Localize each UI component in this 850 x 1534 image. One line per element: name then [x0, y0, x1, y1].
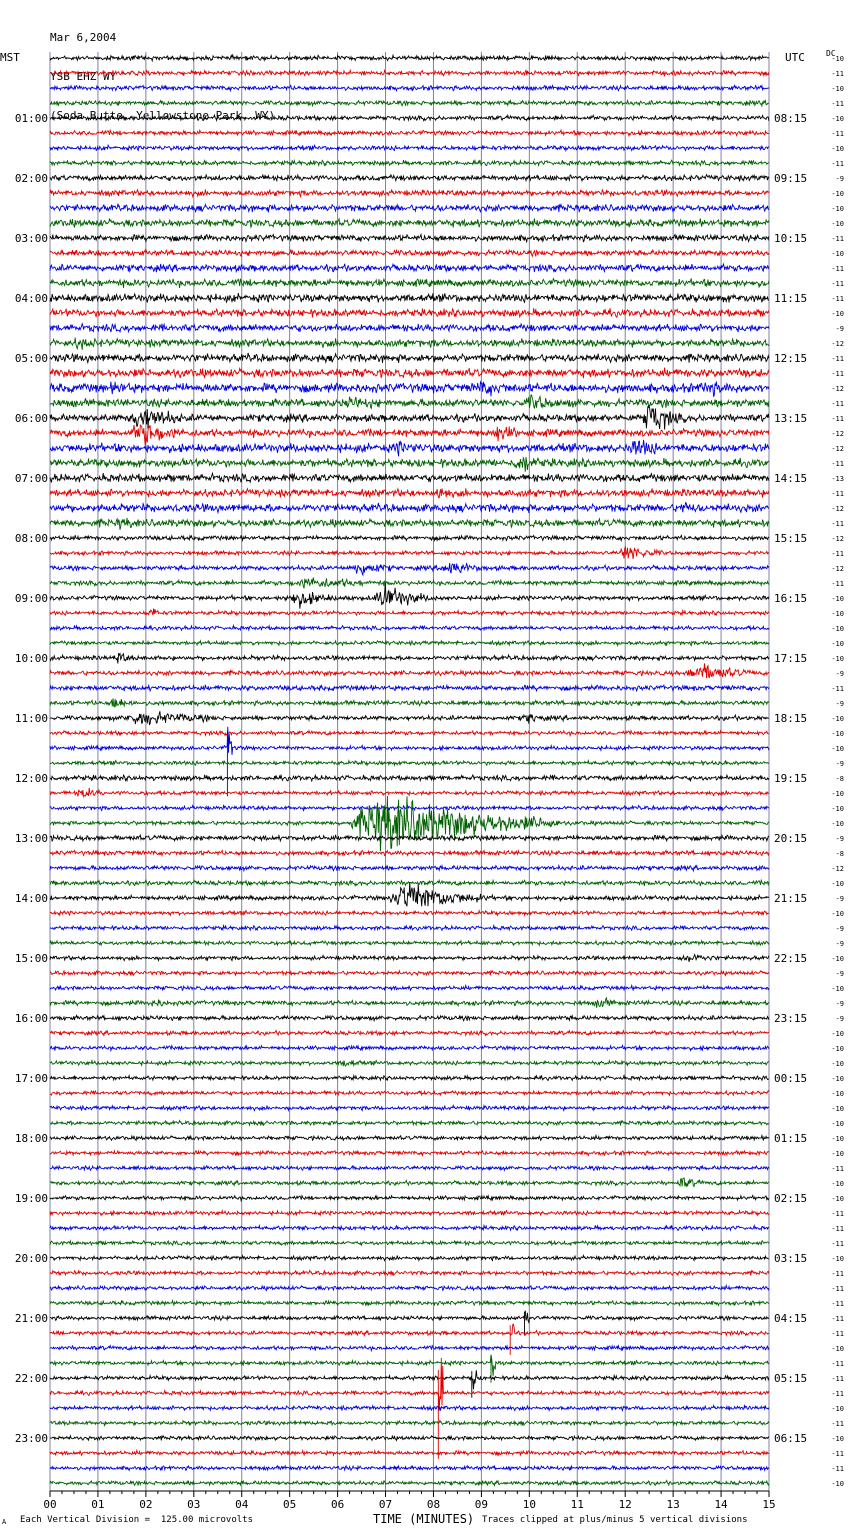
seismic-trace — [50, 698, 769, 706]
seismic-trace — [50, 761, 769, 766]
dc-offset-label: -11 — [831, 235, 844, 243]
dc-offset-label: -11 — [831, 1300, 844, 1308]
seismic-trace — [50, 1286, 769, 1291]
seismic-trace — [50, 775, 769, 781]
header-location: (Soda Butte, Yellowstone Park, WY) — [50, 109, 276, 122]
x-tick-label: 15 — [762, 1498, 776, 1511]
x-tick-label: 01 — [91, 1498, 105, 1511]
seismic-trace — [50, 1324, 769, 1355]
seismic-trace — [50, 1136, 769, 1141]
seismic-trace — [50, 788, 769, 797]
dc-offset-label: -12 — [831, 535, 844, 543]
utc-hour-label: 22:15 — [774, 952, 808, 965]
scale-note: Each Vertical Division = 125.00 microvolts — [20, 1515, 253, 1525]
x-tick-label: 08 — [426, 1498, 441, 1511]
seismic-trace — [50, 1178, 769, 1186]
seismic-trace — [50, 641, 769, 646]
dc-offset-label: -10 — [831, 1180, 844, 1188]
dc-offset-label: -11 — [831, 100, 844, 108]
x-tick-label: 00 — [43, 1498, 57, 1511]
mst-hour-label: 22:00 — [14, 1372, 48, 1385]
seismic-trace — [50, 796, 769, 851]
mst-hour-label: 23:00 — [14, 1432, 48, 1445]
dc-offset-label: -10 — [831, 1480, 844, 1488]
dc-offset-label: -10 — [831, 625, 844, 633]
x-tick-label: 04 — [235, 1498, 249, 1511]
dc-offset-label: -9 — [835, 940, 844, 948]
dc-offset-label: -11 — [831, 520, 844, 528]
seismic-trace — [50, 609, 769, 616]
left-timezone-label: MST — [0, 51, 20, 64]
dc-offset-label: -10 — [831, 640, 844, 648]
dc-offset-label: -9 — [835, 670, 844, 678]
dc-offset-label: -10 — [831, 1060, 844, 1068]
seismic-trace — [50, 850, 769, 855]
dc-offset-label: -11 — [831, 1465, 844, 1473]
dc-offset-label: -12 — [831, 430, 844, 438]
dc-offset-label: -11 — [831, 265, 844, 273]
seismic-trace — [50, 324, 769, 333]
dc-offset-label: -10 — [831, 910, 844, 918]
dc-offset-label: -12 — [831, 865, 844, 873]
dc-offset-label: -11 — [831, 1360, 844, 1368]
clip-note: Traces clipped at plus/minus 5 vertical divisions — [482, 1515, 748, 1525]
seismic-trace — [50, 971, 769, 976]
dc-offset-label: -10 — [831, 1045, 844, 1053]
utc-hour-label: 14:15 — [774, 472, 808, 485]
seismic-trace — [50, 1466, 769, 1471]
seismic-trace — [50, 189, 769, 196]
seismic-trace — [50, 1421, 769, 1426]
seismic-trace — [50, 547, 769, 559]
mst-hour-label: 21:00 — [14, 1312, 48, 1325]
dc-offset-label: -11 — [831, 400, 844, 408]
dc-offset-label: -11 — [831, 1420, 844, 1428]
utc-hour-label: 17:15 — [774, 652, 808, 665]
x-tick-label: 10 — [522, 1498, 536, 1511]
seismic-trace — [50, 653, 769, 663]
dc-offset-label: -10 — [831, 205, 844, 213]
dc-offset-label: -10 — [831, 880, 844, 888]
seismic-trace — [50, 381, 769, 396]
seismic-trace — [50, 218, 769, 227]
dc-offset-label: -9 — [835, 700, 844, 708]
seismic-trace — [50, 130, 769, 136]
seismic-trace — [50, 353, 769, 363]
dc-offset-label: -10 — [831, 1405, 844, 1413]
x-tick-label: 07 — [378, 1498, 393, 1511]
seismic-trace — [50, 663, 769, 678]
dc-offset-label: -10 — [831, 55, 844, 63]
mst-hour-label: 01:00 — [14, 112, 48, 125]
seismic-trace — [50, 578, 769, 589]
dc-offset-label: -10 — [831, 190, 844, 198]
seismic-trace — [50, 1091, 769, 1096]
mst-hour-label: 13:00 — [14, 832, 48, 845]
dc-offset-label: -10 — [831, 1435, 844, 1443]
x-tick-label: 02 — [139, 1498, 153, 1511]
dc-offset-label: -9 — [835, 925, 844, 933]
seismic-trace — [50, 925, 769, 930]
dc-offset-label: -9 — [835, 1000, 844, 1008]
dc-offset-label: -12 — [831, 340, 844, 348]
seismic-trace — [50, 998, 769, 1008]
dc-offset-label: -10 — [831, 805, 844, 813]
mst-hour-label: 11:00 — [14, 712, 48, 725]
x-tick-label: 14 — [714, 1498, 728, 1511]
seismic-trace — [50, 583, 769, 609]
dc-offset-label: -11 — [831, 550, 844, 558]
seismic-trace — [50, 1256, 769, 1261]
dc-offset-label: -10 — [831, 715, 844, 723]
dc-offset-label: -10 — [831, 1135, 844, 1143]
mst-hour-label: 14:00 — [14, 892, 48, 905]
dc-offset-label: -11 — [831, 460, 844, 468]
dc-offset-label: -8 — [835, 775, 844, 783]
seismic-trace — [50, 1451, 769, 1456]
seismic-trace — [50, 955, 769, 962]
seismic-trace — [50, 293, 769, 302]
seismic-trace — [50, 911, 769, 916]
header-station: YSB EHZ WY — [50, 70, 117, 83]
seismic-trace — [50, 503, 769, 513]
seismic-trace — [50, 1481, 769, 1486]
mst-hour-label: 09:00 — [14, 592, 48, 605]
seismic-trace — [50, 731, 769, 736]
dc-offset-label: -11 — [831, 1315, 844, 1323]
seismic-trace — [50, 1031, 769, 1036]
seismic-trace — [50, 941, 769, 946]
seismic-trace — [50, 70, 769, 75]
mst-hour-label: 05:00 — [14, 352, 48, 365]
seismic-trace — [50, 1151, 769, 1156]
mst-hour-label: 07:00 — [14, 472, 48, 485]
dc-offset-label: -9 — [835, 1015, 844, 1023]
utc-hour-label: 03:15 — [774, 1252, 808, 1265]
dc-offset-label: -12 — [831, 445, 844, 453]
dc-offset-label: -11 — [831, 580, 844, 588]
dc-label: DC — [826, 49, 836, 58]
x-tick-label: 06 — [330, 1498, 345, 1511]
dc-offset-label: -10 — [831, 250, 844, 258]
seismic-trace — [50, 865, 769, 871]
seismic-trace — [50, 882, 769, 906]
seismic-trace — [50, 473, 769, 482]
seismic-trace — [50, 406, 769, 430]
utc-hour-label: 00:15 — [774, 1072, 808, 1085]
seismic-trace — [50, 1241, 769, 1246]
seismic-trace — [50, 1346, 769, 1351]
dc-offset-label: -10 — [831, 310, 844, 318]
dc-offset-label: -11 — [831, 415, 844, 423]
utc-hour-label: 08:15 — [774, 112, 808, 125]
utc-hour-label: 23:15 — [774, 1012, 808, 1025]
x-axis-label: TIME (MINUTES) — [373, 1512, 475, 1526]
mst-hour-label: 03:00 — [14, 232, 48, 245]
mst-hour-label: 02:00 — [14, 172, 48, 185]
seismic-trace — [50, 1211, 769, 1216]
dc-offset-label: -11 — [831, 295, 844, 303]
mst-hour-label: 20:00 — [14, 1252, 48, 1265]
dc-offset-label: -11 — [831, 1450, 844, 1458]
seismic-trace — [50, 1406, 769, 1411]
dc-offset-label: -10 — [831, 1105, 844, 1113]
mst-hour-label: 16:00 — [14, 1012, 48, 1025]
dc-offset-label: -11 — [831, 1210, 844, 1218]
seismic-trace — [50, 1016, 769, 1021]
dc-offset-label: -12 — [831, 565, 844, 573]
dc-offset-label: -10 — [831, 985, 844, 993]
dc-offset-label: -9 — [835, 970, 844, 978]
dc-offset-label: -10 — [831, 955, 844, 963]
dc-offset-label: -9 — [835, 175, 844, 183]
seismic-trace — [50, 250, 769, 257]
seismic-trace — [50, 1106, 769, 1111]
utc-hour-label: 16:15 — [774, 592, 808, 605]
dc-offset-label: -10 — [831, 745, 844, 753]
seismic-trace — [50, 368, 769, 379]
dc-offset-label: -11 — [831, 1390, 844, 1398]
dc-offset-label: -10 — [831, 1120, 844, 1128]
mst-hour-label: 17:00 — [14, 1072, 48, 1085]
utc-hour-label: 02:15 — [774, 1192, 808, 1205]
seismic-trace — [50, 685, 769, 691]
utc-hour-label: 20:15 — [774, 832, 808, 845]
seismic-trace — [50, 204, 769, 213]
x-tick-label: 12 — [618, 1498, 632, 1511]
dc-offset-label: -10 — [831, 820, 844, 828]
dc-offset-label: -9 — [835, 895, 844, 903]
dc-offset-label: -11 — [831, 1240, 844, 1248]
utc-hour-label: 15:15 — [774, 532, 808, 545]
dc-offset-label: -13 — [831, 475, 844, 483]
dc-offset-label: -10 — [831, 115, 844, 123]
seismic-trace — [50, 395, 769, 408]
seismic-trace — [50, 488, 769, 498]
seismic-trace — [50, 440, 769, 456]
seismic-trace — [50, 1196, 769, 1201]
mst-hour-label: 04:00 — [14, 292, 48, 305]
dc-offset-label: -10 — [831, 1345, 844, 1353]
x-tick-label: 11 — [570, 1498, 584, 1511]
seismic-trace — [50, 1046, 769, 1051]
dc-offset-label: -11 — [831, 130, 844, 138]
seismic-trace — [50, 308, 769, 317]
x-tick-label: 13 — [666, 1498, 680, 1511]
mst-hour-label: 10:00 — [14, 652, 48, 665]
dc-offset-label: -11 — [831, 1270, 844, 1278]
mst-hour-label: 12:00 — [14, 772, 48, 785]
utc-hour-label: 11:15 — [774, 292, 808, 305]
x-tick-label: 09 — [474, 1498, 489, 1511]
x-tick-label: 05 — [283, 1498, 297, 1511]
right-timezone-label: UTC — [785, 51, 805, 64]
seismic-trace — [50, 100, 769, 106]
seismic-trace — [50, 457, 769, 472]
seismic-trace — [50, 1436, 769, 1441]
dc-offset-label: -11 — [831, 70, 844, 78]
utc-hour-label: 19:15 — [774, 772, 808, 785]
utc-hour-label: 13:15 — [774, 412, 808, 425]
dc-offset-label: -10 — [831, 595, 844, 603]
dc-offset-label: -11 — [831, 1285, 844, 1293]
dc-offset-label: -10 — [831, 1195, 844, 1203]
mst-hour-label: 08:00 — [14, 532, 48, 545]
seismic-trace — [50, 264, 769, 273]
seismic-trace — [50, 235, 769, 242]
dc-offset-label: -11 — [831, 490, 844, 498]
seismic-trace — [50, 535, 769, 540]
seismic-trace — [50, 1075, 769, 1080]
dc-offset-label: -11 — [831, 355, 844, 363]
dc-offset-label: -10 — [831, 1255, 844, 1263]
corner-mark: A — [2, 1518, 7, 1526]
seismic-trace — [50, 563, 769, 575]
utc-hour-label: 10:15 — [774, 232, 808, 245]
dc-offset-label: -11 — [831, 280, 844, 288]
dc-offset-label: -9 — [835, 760, 844, 768]
seismic-trace — [50, 160, 769, 166]
dc-offset-label: -10 — [831, 1090, 844, 1098]
dc-offset-label: -10 — [831, 85, 844, 93]
dc-offset-label: -10 — [831, 145, 844, 153]
dc-offset-label: -10 — [831, 790, 844, 798]
mst-hour-label: 15:00 — [14, 952, 48, 965]
dc-offset-label: -11 — [831, 160, 844, 168]
dc-offset-label: -12 — [831, 385, 844, 393]
utc-hour-label: 04:15 — [774, 1312, 808, 1325]
seismic-trace — [50, 518, 769, 530]
seismic-trace — [50, 986, 769, 991]
seismic-trace — [50, 55, 769, 61]
seismic-trace — [50, 1301, 769, 1306]
dc-offset-label: -11 — [831, 685, 844, 693]
seismic-trace — [50, 85, 769, 90]
utc-hour-label: 21:15 — [774, 892, 808, 905]
utc-hour-label: 12:15 — [774, 352, 808, 365]
seismic-trace — [50, 145, 769, 150]
mst-hour-label: 19:00 — [14, 1192, 48, 1205]
mst-hour-label: 06:00 — [14, 412, 48, 425]
dc-offset-label: -8 — [835, 850, 844, 858]
dc-offset-label: -10 — [831, 1030, 844, 1038]
x-tick-label: 03 — [187, 1498, 201, 1511]
dc-offset-label: -10 — [831, 655, 844, 663]
seismic-trace — [50, 806, 769, 811]
seismic-trace — [50, 338, 769, 350]
dc-offset-label: -10 — [831, 730, 844, 738]
seismic-trace — [50, 1166, 769, 1171]
dc-offset-label: -11 — [831, 370, 844, 378]
dc-offset-label: -10 — [831, 1075, 844, 1083]
seismic-trace — [50, 175, 769, 182]
utc-hour-label: 09:15 — [774, 172, 808, 185]
dc-offset-label: -10 — [831, 1150, 844, 1158]
seismic-trace — [50, 1225, 769, 1230]
dc-offset-label: -9 — [835, 835, 844, 843]
seismic-trace — [50, 625, 769, 630]
mst-hour-label: 18:00 — [14, 1132, 48, 1145]
seismic-trace — [50, 711, 769, 724]
seismic-trace — [50, 1271, 769, 1276]
seismic-trace — [50, 1121, 769, 1126]
dc-offset-label: -10 — [831, 220, 844, 228]
dc-offset-label: -11 — [831, 1330, 844, 1338]
seismic-trace — [50, 1060, 769, 1066]
dc-offset-label: -9 — [835, 325, 844, 333]
utc-hour-label: 06:15 — [774, 1432, 808, 1445]
dc-offset-label: -10 — [831, 610, 844, 618]
dc-offset-label: -12 — [831, 505, 844, 513]
dc-offset-label: -11 — [831, 1375, 844, 1383]
seismic-trace — [50, 425, 769, 446]
utc-hour-label: 05:15 — [774, 1372, 808, 1385]
seismic-trace — [50, 278, 769, 288]
dc-offset-label: -11 — [831, 1225, 844, 1233]
header-date: Mar 6,2004 — [50, 31, 117, 44]
seismic-trace — [50, 115, 769, 121]
utc-hour-label: 01:15 — [774, 1132, 808, 1145]
utc-hour-label: 18:15 — [774, 712, 808, 725]
dc-offset-label: -11 — [831, 1165, 844, 1173]
